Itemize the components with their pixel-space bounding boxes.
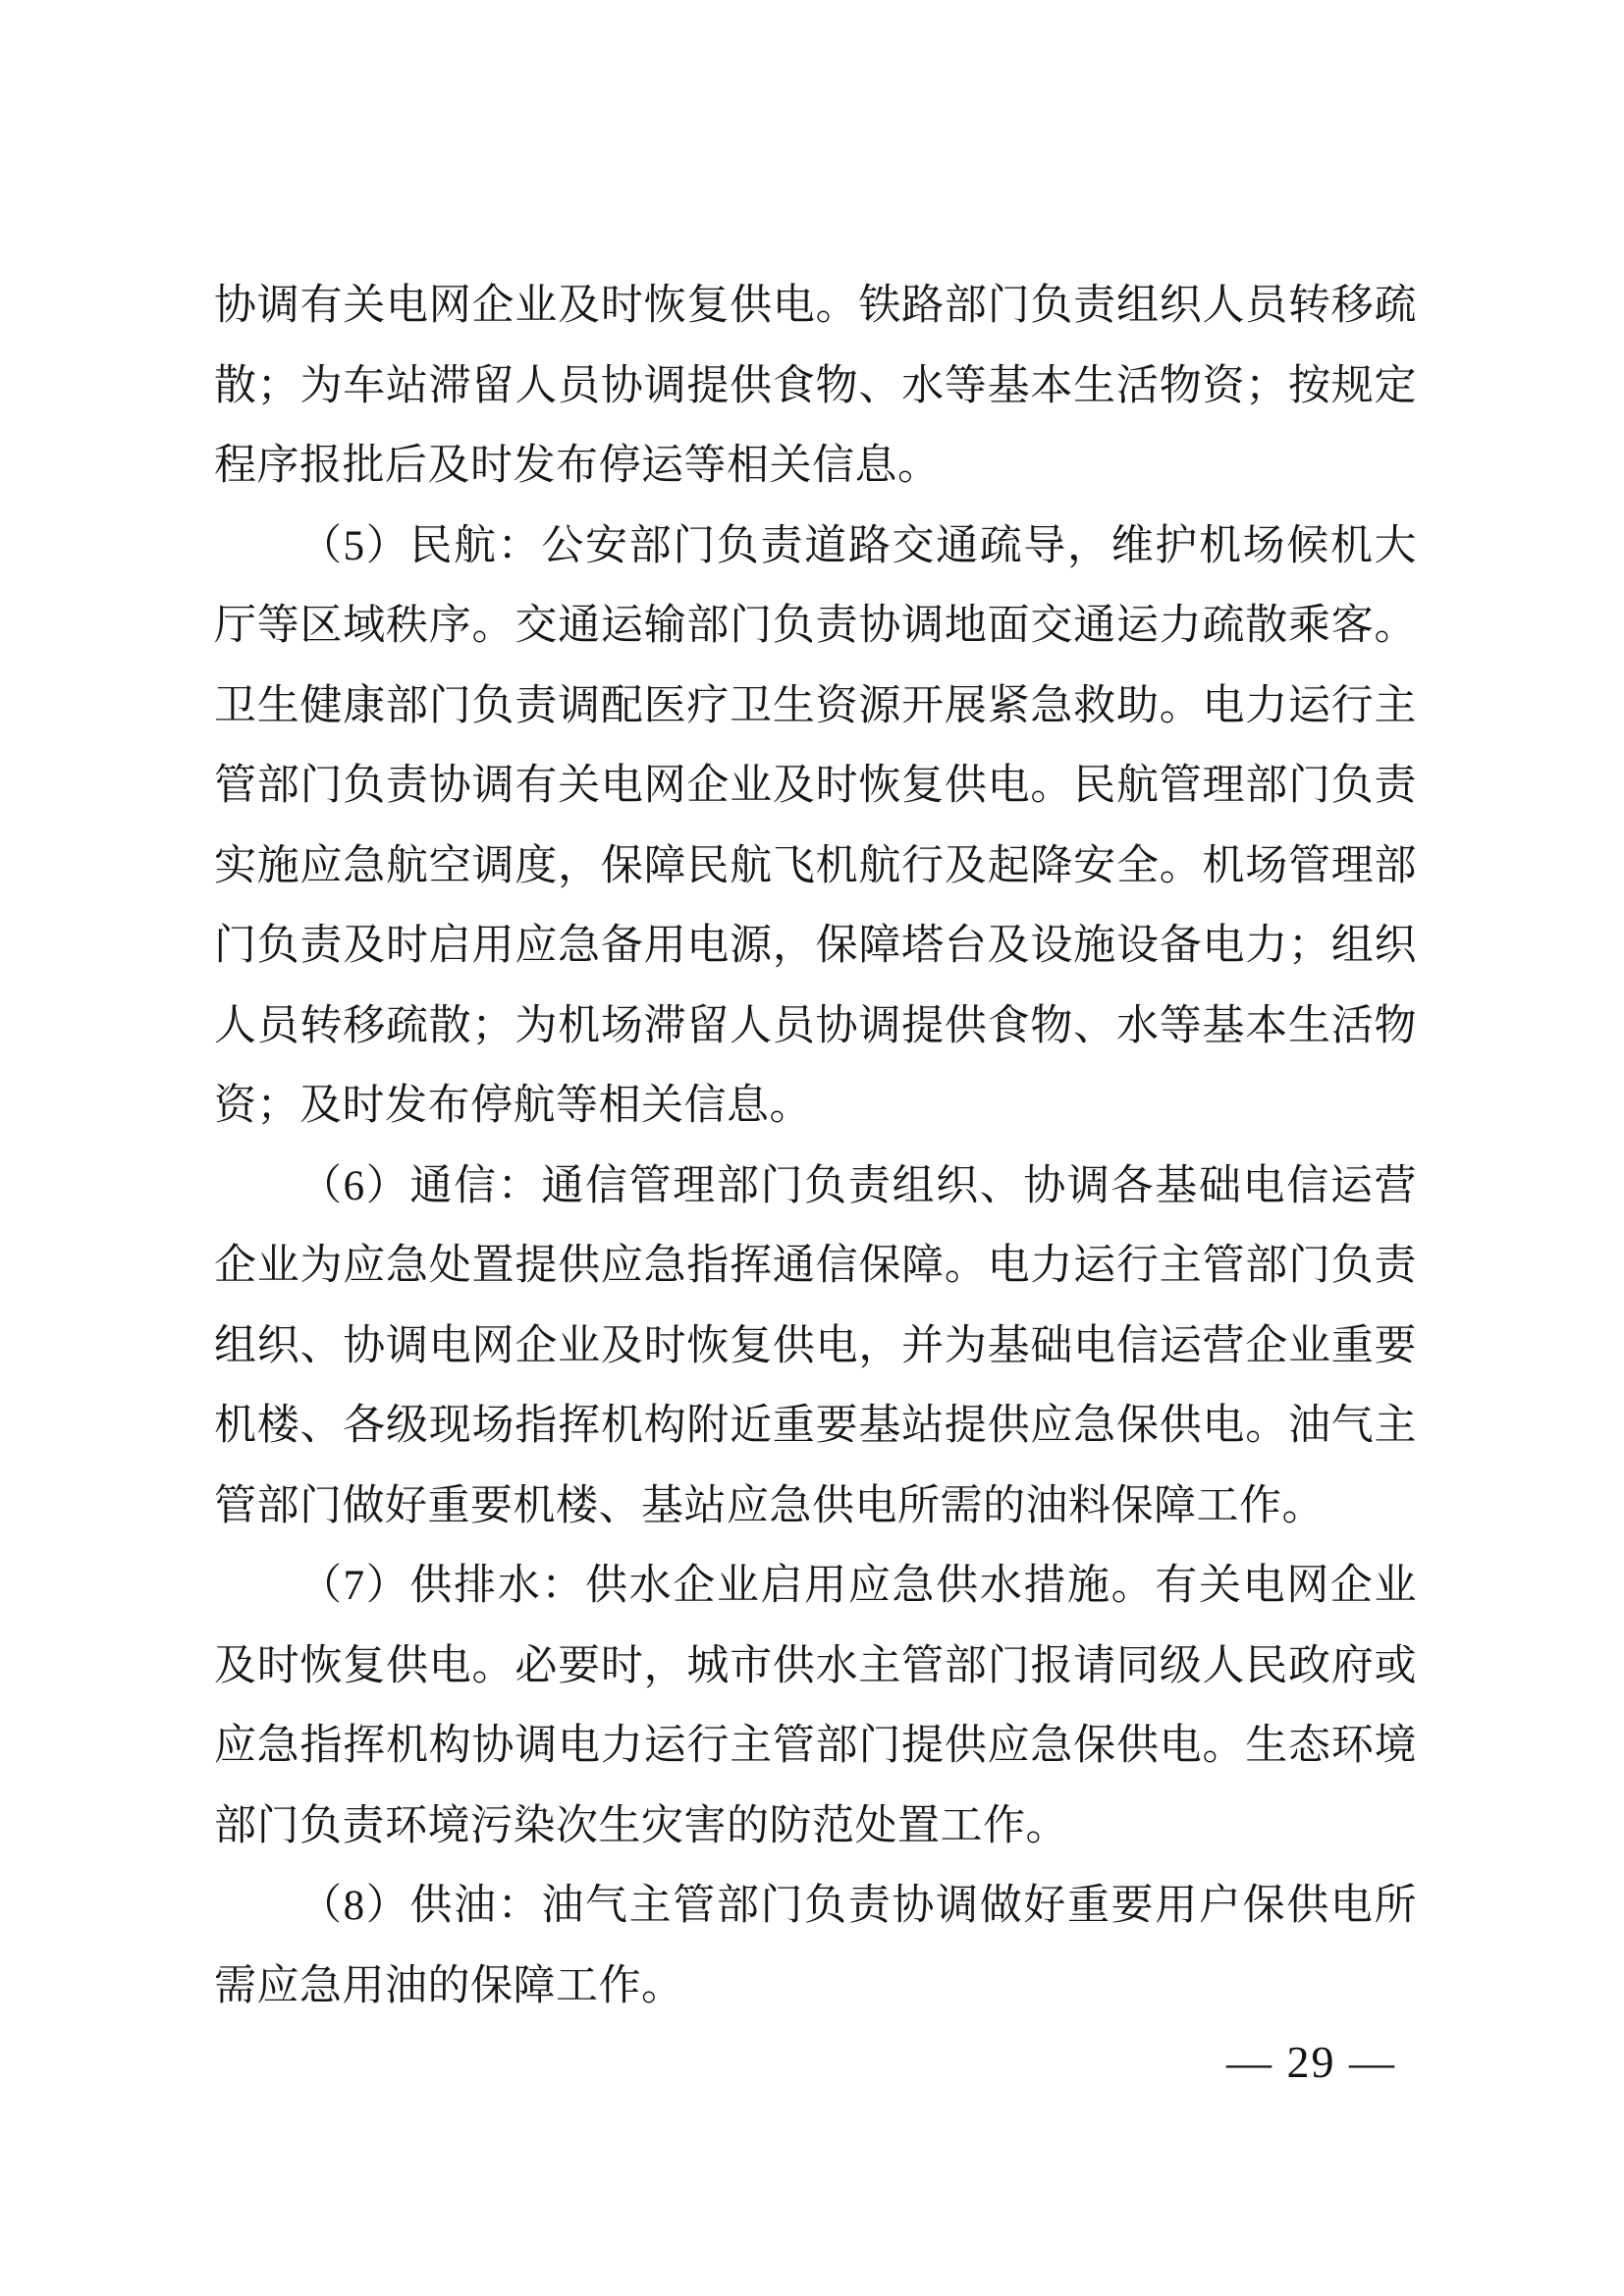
paragraph-line: 管部门做好重要机楼、基站应急供电所需的油料保障工作。 [214, 1482, 1325, 1529]
paragraph-line: 卫生健康部门负责调配医疗卫生资源开展紧急救助。电力运行主 [214, 682, 1417, 729]
paragraph-line: 门负责及时启用应急备用电源，保障塔台及设施设备电力；组织 [214, 923, 1417, 969]
paragraph-line: （8）供油：油气主管部门负责协调做好重要用户保供电所 [299, 1883, 1417, 1929]
paragraph-line: 实施应急航空调度，保障民航飞机航行及起降安全。机场管理部 [214, 842, 1417, 889]
paragraph-line: 组织、协调电网企业及时恢复供电，并为基础电信运营企业重要 [214, 1322, 1417, 1369]
paragraph-line: 协调有关电网企业及时恢复供电。铁路部门负责组织人员转移疏 [214, 283, 1417, 329]
paragraph-line: 企业为应急处置提供应急指挥通信保障。电力运行主管部门负责 [214, 1243, 1417, 1289]
paragraph-line: 厅等区域秩序。交通运输部门负责协调地面交通运力疏散乘客。 [214, 603, 1417, 649]
paragraph-line: （7）供排水：供水企业启用应急供水措施。有关电网企业 [299, 1563, 1417, 1609]
paragraph-line: 资；及时发布停航等相关信息。 [214, 1083, 812, 1129]
paragraph-line: 人员转移疏散；为机场滞留人员协调提供食物、水等基本生活物 [214, 1002, 1417, 1049]
body-text [214, 266, 1417, 2026]
paragraph-line: 散；为车站滞留人员协调提供食物、水等基本生活物资；按规定 [214, 362, 1417, 409]
paragraph-line: 应急指挥机构协调电力运行主管部门提供应急保供电。生态环境 [214, 1723, 1417, 1769]
paragraph-line: （5）民航：公安部门负责道路交通疏导，维护机场候机大 [299, 522, 1417, 569]
paragraph-line: 部门负责环境污染次生灾害的防范处置工作。 [214, 1802, 1068, 1849]
paragraph-line: 程序报批后及时发布停运等相关信息。 [214, 443, 941, 489]
paragraph-line: 需应急用油的保障工作。 [214, 1962, 684, 2009]
page-number: — 29 — [1226, 2037, 1396, 2087]
paragraph-line: 机楼、各级现场指挥机构附近重要基站提供应急保供电。油气主 [214, 1403, 1417, 1449]
paragraph-line: 及时恢复供电。必要时，城市供水主管部门报请同级人民政府或 [214, 1642, 1417, 1689]
paragraph-line: （6）通信：通信管理部门负责组织、协调各基础电信运营 [299, 1162, 1417, 1209]
paragraph-line: 管部门负责协调有关电网企业及时恢复供电。民航管理部门负责 [214, 763, 1417, 809]
